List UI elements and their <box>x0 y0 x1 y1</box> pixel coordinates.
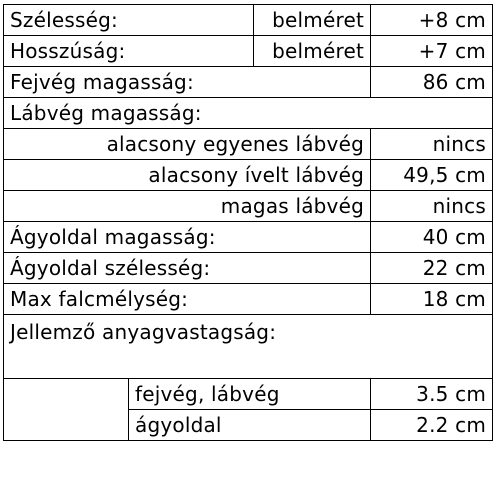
side-rail-height-label: Ágyoldal magasság: <box>4 222 371 253</box>
table-row <box>4 36 493 67</box>
table-row <box>4 129 493 160</box>
head-foot-thickness-label: fejvég, lábvég <box>129 379 371 410</box>
table-row <box>4 315 493 379</box>
low-straight-footboard-value: nincs <box>371 129 493 160</box>
headboard-height-label: Fejvég magasság: <box>4 67 371 98</box>
width-label: Szélesség: <box>4 5 254 36</box>
side-rail-width-value: 22 cm <box>371 253 493 284</box>
length-qualifier: belméret <box>254 36 371 67</box>
table-row <box>4 67 493 98</box>
side-rail-thickness-value: 2.2 cm <box>371 410 493 441</box>
max-rebate-depth-value: 18 cm <box>371 284 493 315</box>
table-row <box>4 98 493 129</box>
table-row <box>4 222 493 253</box>
headboard-height-value: 86 cm <box>371 67 493 98</box>
width-value: +8 cm <box>371 5 493 36</box>
high-footboard-label: magas lábvég <box>4 191 371 222</box>
table-row <box>4 379 493 410</box>
low-curved-footboard-value: 49,5 cm <box>371 160 493 191</box>
side-rail-height-value: 40 cm <box>371 222 493 253</box>
side-rail-thickness-label: ágyoldal <box>129 410 371 441</box>
table-row <box>4 191 493 222</box>
material-thickness-header: Jellemző anyagvastagság: <box>4 315 493 379</box>
low-straight-footboard-label: alacsony egyenes lábvég <box>4 129 371 160</box>
side-rail-width-label: Ágyoldal szélesség: <box>4 253 371 284</box>
head-foot-thickness-value: 3.5 cm <box>371 379 493 410</box>
table-row <box>4 284 493 315</box>
width-qualifier: belméret <box>254 5 371 36</box>
table-row <box>4 253 493 284</box>
low-curved-footboard-label: alacsony ívelt lábvég <box>4 160 371 191</box>
length-label: Hosszúság: <box>4 36 254 67</box>
specifications-table <box>3 4 493 441</box>
indent-spacer <box>4 379 129 441</box>
high-footboard-value: nincs <box>371 191 493 222</box>
table-row <box>4 5 493 36</box>
max-rebate-depth-label: Max falcmélység: <box>4 284 371 315</box>
length-value: +7 cm <box>371 36 493 67</box>
footboard-height-header: Lábvég magasság: <box>4 98 493 129</box>
table-row <box>4 160 493 191</box>
